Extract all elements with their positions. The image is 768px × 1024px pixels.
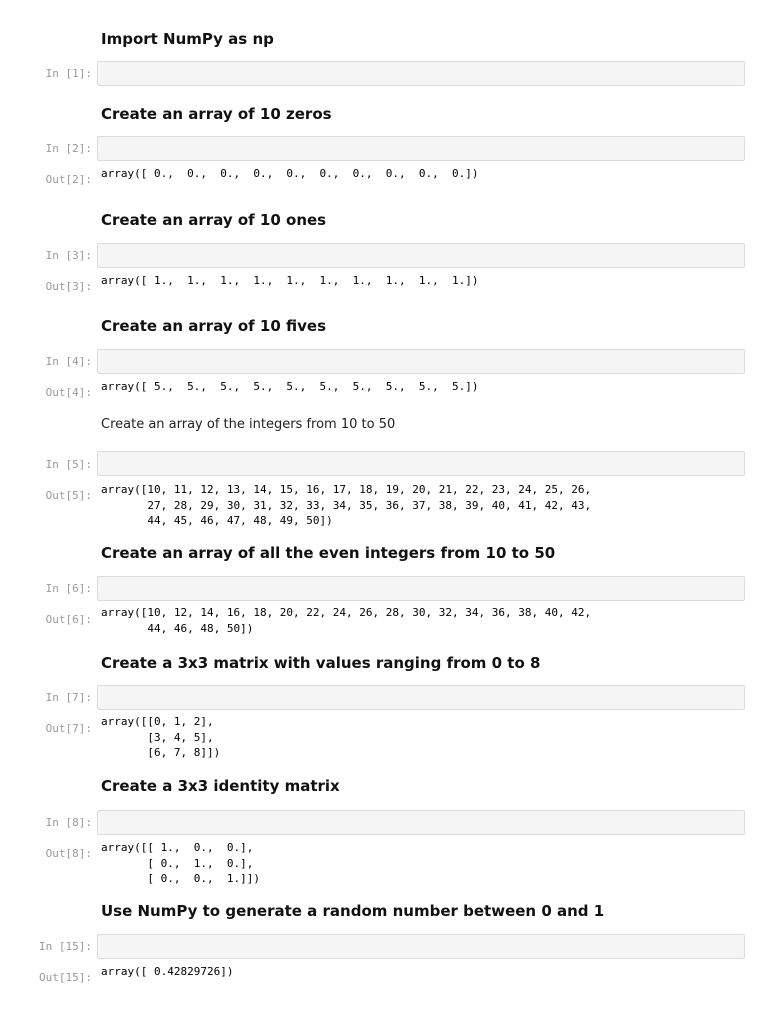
- output-prompt: Out[4]:: [45, 386, 92, 399]
- cell-output: array([ 0.42829726]): [101, 965, 234, 978]
- markdown-heading: Create a 3x3 identity matrix: [101, 777, 340, 795]
- cell-output: array([ 0., 0., 0., 0., 0., 0., 0., 0., 0., 0.]): [101, 167, 479, 180]
- output-prompt: Out[2]:: [45, 173, 92, 186]
- markdown-heading: Create an array of 10 ones: [101, 211, 327, 229]
- code-input-cell[interactable]: [97, 576, 745, 601]
- output-prompt: Out[7]:: [45, 722, 92, 735]
- input-prompt: In [6]:: [45, 582, 92, 595]
- input-prompt: In [7]:: [45, 691, 92, 704]
- cell-output: array([ 5., 5., 5., 5., 5., 5., 5., 5., 5., 5.]): [101, 380, 479, 393]
- cell-output: array([ 1., 1., 1., 1., 1., 1., 1., 1., 1., 1.]): [101, 274, 479, 287]
- code-input-cell[interactable]: [97, 810, 745, 835]
- markdown-heading: Create a 3x3 matrix with values ranging from 0 to 8: [101, 654, 541, 672]
- code-input-cell[interactable]: [97, 349, 745, 374]
- code-input-cell[interactable]: [97, 61, 745, 86]
- cell-output: array([[ 1., 0., 0.], [ 0., 1., 0.], [ 0., 0., 1.]]): [101, 841, 260, 885]
- code-input-cell[interactable]: [97, 685, 745, 710]
- markdown-heading: Create an array of all the even integers from 10 to 50: [101, 544, 556, 562]
- markdown-heading: Import NumPy as np: [101, 30, 274, 48]
- input-prompt: In [15]:: [39, 940, 92, 953]
- cell-output: array([10, 11, 12, 13, 14, 15, 16, 17, 18, 19, 20, 21, 22, 23, 24, 25, 26, 27, 28, 29, 30, 31, 32, 33, 34, 35, 36, 37, 38, 39, 40, 41, 42, 43, 44, 45, 46, 47, 48, 49, 50]): [101, 483, 592, 527]
- cell-output: array([10, 12, 14, 16, 18, 20, 22, 24, 26, 28, 30, 32, 34, 36, 38, 40, 42, 44, 46, 48, 50]): [101, 606, 592, 635]
- output-prompt: Out[15]:: [39, 971, 92, 984]
- output-prompt: Out[6]:: [45, 613, 92, 626]
- input-prompt: In [4]:: [45, 355, 92, 368]
- markdown-heading: Use NumPy to generate a random number between 0 and 1: [101, 902, 605, 920]
- markdown-heading: Create an array of 10 zeros: [101, 105, 332, 123]
- markdown-text: Create an array of the integers from 10 to 50: [101, 417, 396, 432]
- code-input-cell[interactable]: [97, 243, 745, 268]
- markdown-heading: Create an array of 10 fives: [101, 317, 327, 335]
- input-prompt: In [1]:: [45, 67, 92, 80]
- output-prompt: Out[5]:: [45, 489, 92, 502]
- code-input-cell[interactable]: [97, 136, 745, 161]
- cell-output: array([[0, 1, 2], [3, 4, 5], [6, 7, 8]]): [101, 715, 221, 759]
- output-prompt: Out[3]:: [45, 280, 92, 293]
- input-prompt: In [5]:: [45, 458, 92, 471]
- code-input-cell[interactable]: [97, 451, 745, 476]
- output-prompt: Out[8]:: [45, 847, 92, 860]
- input-prompt: In [8]:: [45, 816, 92, 829]
- code-input-cell[interactable]: [97, 934, 745, 959]
- input-prompt: In [3]:: [45, 249, 92, 262]
- input-prompt: In [2]:: [45, 142, 92, 155]
